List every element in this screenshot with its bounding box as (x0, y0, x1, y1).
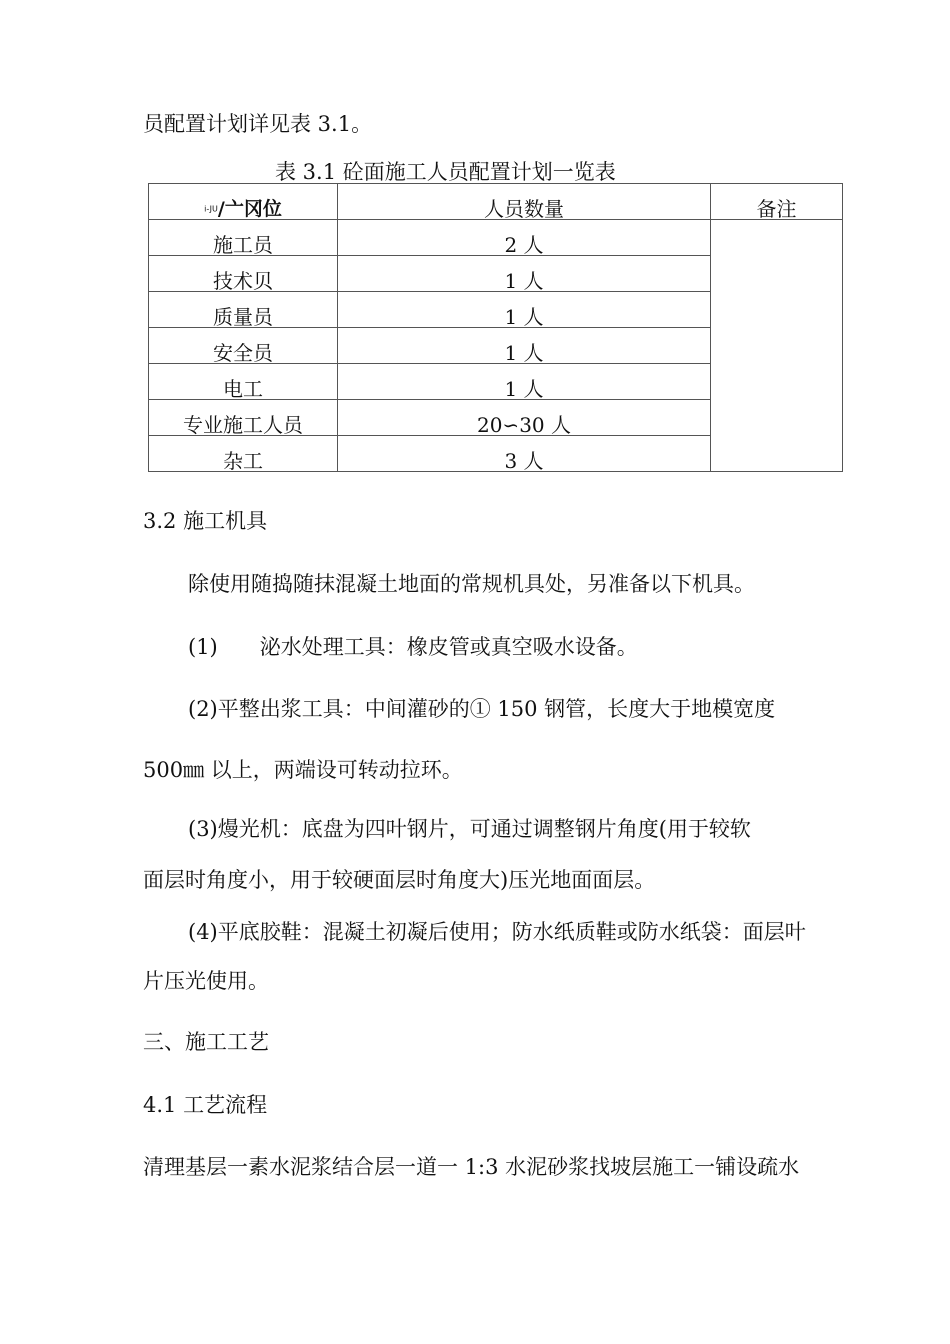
staff-table (148, 183, 843, 472)
role-cell: 专业施工人员 (149, 400, 338, 436)
tool-item-4-line2: 片压光使用。 (143, 969, 269, 993)
tool-item-4-line1: (4)平底胶鞋：混凝土初凝后使用；防水纸质鞋或防水纸袋：面层叶 (188, 920, 806, 944)
section-3-2-title: 3.2 施工机具 (143, 509, 268, 533)
count-cell: 1 人 (338, 292, 711, 328)
tool-item-2-line2: 500㎜ 以上，两端设可转动拉环。 (143, 758, 463, 782)
tool-item-3-line2: 面层时角度小，用于较硬面层时角度大)压光地面面层。 (143, 868, 656, 892)
role-cell: 技术贝 (149, 256, 338, 292)
role-cell: 电工 (149, 364, 338, 400)
chapter-3-title: 三、施工工艺 (143, 1030, 269, 1054)
count-cell: 20∽30 人 (338, 400, 711, 436)
role-cell: 安全员 (149, 328, 338, 364)
tool-item-1: (1) 泌水处理工具：橡皮管或真空吸水设备。 (188, 635, 638, 659)
count-cell: 1 人 (338, 256, 711, 292)
remarks-cell (711, 220, 843, 472)
tool-item-3-line1: (3)熳光机：底盘为四叶钢片，可通过调整钢片角度(用于较软 (188, 817, 751, 841)
section-3-2-intro: 除使用随捣随抹混凝土地面的常规机具处，另准备以下机具。 (188, 572, 755, 596)
count-cell: 1 人 (338, 364, 711, 400)
header-count: 人员数量 (338, 184, 711, 220)
count-cell: 3 人 (338, 436, 711, 472)
tool-item-2-line1: (2)平整出浆工具：中间灌砂的① 150 钢管，长度大于地模宽度 (188, 697, 776, 721)
count-cell: 2 人 (338, 220, 711, 256)
intro-line: 员配置计划详见表 3.1。 (143, 112, 373, 136)
count-cell: 1 人 (338, 328, 711, 364)
table-row (149, 220, 843, 256)
table-header-row (149, 184, 843, 220)
header-remarks: 备注 (711, 184, 843, 220)
table-caption: 表 3.1 砼面施工人员配置计划一览表 (275, 160, 616, 184)
header-position: i-JU/亠冈位 (149, 184, 338, 220)
role-cell: 施工员 (149, 220, 338, 256)
role-cell: 质量员 (149, 292, 338, 328)
role-cell: 杂工 (149, 436, 338, 472)
section-4-1-text: 清理基层一素水泥浆结合层一道一 1:3 水泥砂浆找坡层施工一铺设疏水 (143, 1155, 800, 1179)
section-4-1-title: 4.1 工艺流程 (143, 1093, 268, 1117)
